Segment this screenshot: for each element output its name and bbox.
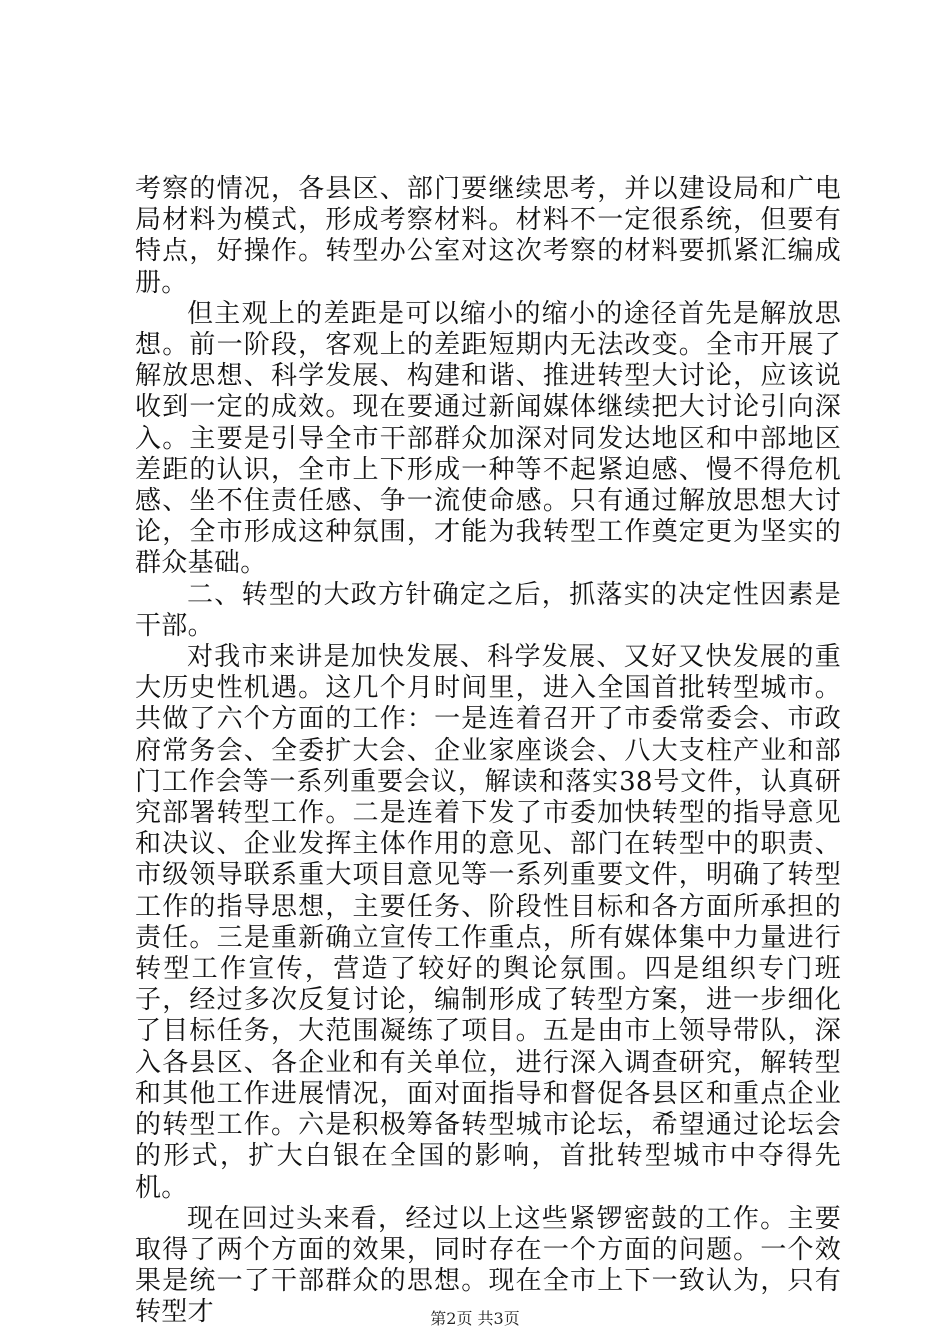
paragraph-continuation: 考察的情况，各县区、部门要继续思考，并以建设局和广电局材料为模式，形成考察材料。材料不一定很系统，但要有特点，好操作。转型办公室对这次考察的材料要抓紧汇编成册。 (135, 174, 841, 298)
document-body (135, 174, 841, 1329)
page-footer: 第2页 共3页 (430, 1309, 520, 1328)
section-heading-paragraph: 二、转型的大政方针确定之后，抓落实的决定性因素是干部。 (135, 579, 841, 641)
paragraph: 但主观上的差距是可以缩小的缩小的途径首先是解放思想。前一阶段，客观上的差距短期内无法改变。全市开展了解放思想、科学发展、构建和谐、推进转型大讨论，应该说收到一定的成效。现在要通过新闻媒体继续把大讨论引向深入。主要是引导全市干部群众加深对同发达地区和中部地区差距的认识，全市上下形成一种等不起紧迫感、慢不得危机感、坐不住责任感、争一流使命感。只有通过解放思想大讨论，全市形成这种氛围，才能为我转型工作奠定更为坚实的群众基础。 (135, 298, 841, 579)
paragraph: 现在回过头来看，经过以上这些紧锣密鼓的工作。主要取得了两个方面的效果，同时存在一个方面的问题。一个效果是统一了干部群众的思想。现在全市上下一致认为，只有转型才 (135, 1203, 841, 1328)
paragraph: 对我市来讲是加快发展、科学发展、又好又快发展的重大历史性机遇。这几个月时间里，进入全国首批转型城市。共做了六个方面的工作：一是连着召开了市委常委会、市政府常务会、全委扩大会、企业家座谈会、八大支柱产业和部门工作会等一系列重要会议，解读和落实38号文件，认真研究部署转型工作。二是连着下发了市委加快转型的指导意见和决议、企业发挥主体作用的意见、部门在转型中的职责、市级领导联系重大项目意见等一系列重要文件，明确了转型工作的指导思想，主要任务、阶段性目标和各方面所承担的责任。三是重新确立宣传工作重点，所有媒体集中力量进行转型工作宣传，营造了较好的舆论氛围。四是组织专门班子，经过多次反复讨论，编制形成了转型方案，进一步细化了目标任务，大范围凝练了项目。五是由市上领导带队，深入各县区、各企业和有关单位，进行深入调查研究，解转型和其他工作进展情况，面对面指导和督促各县区和重点企业的转型工作。六是积极筹备转型城市论坛，希望通过论坛会的形式，扩大白银在全国的影响，首批转型城市中夺得先机。 (135, 642, 841, 1203)
